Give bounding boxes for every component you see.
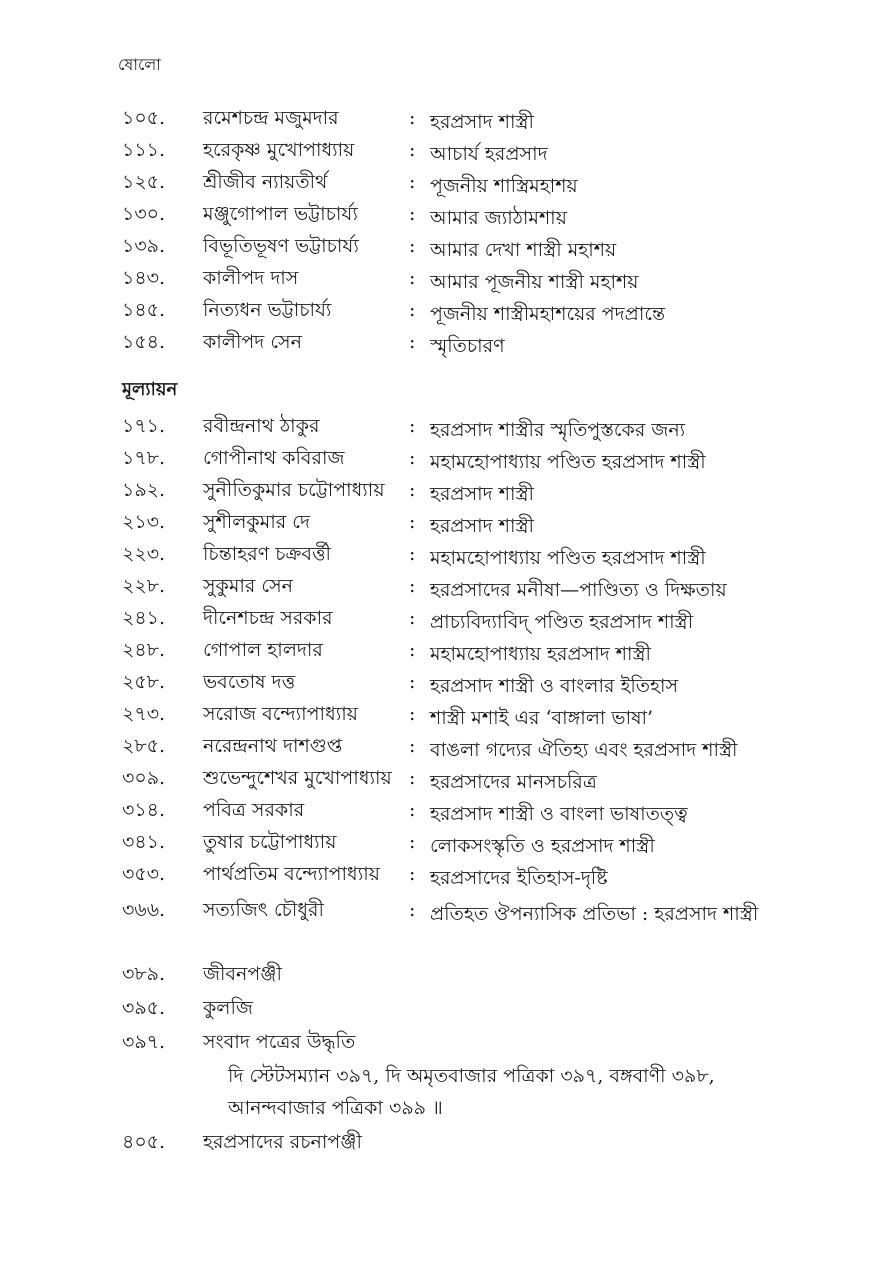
running-head: ষোলো [118,55,161,74]
entry-title: হরপ্রসাদের ইতিহাস-দৃষ্টি [430,867,608,889]
entry-title: প্রাচ্যবিদ্যাবিদ্ পণ্ডিত হরপ্রসাদ শাস্ত্রী [430,611,694,633]
author-name: শুভেন্দুশেখর মুখোপাধ্যায় [203,767,392,789]
entry-title: আমার দেখা শাস্ত্রী মহাশয় [430,239,617,261]
page-number: ১৯২. [122,479,166,501]
newspaper-citations-line: দি স্টেটসম্যান ৩৯৭, দি অমৃতবাজার পত্রিকা ৩৯৭, বঙ্গবাণী ৩৯৮, [228,1065,715,1087]
separator: : [409,607,416,629]
entry-title: হরপ্রসাদ শাস্ত্রী ও বাংলা ভাষাতত্ত্ব [430,803,688,825]
page-number: ২৭৩. [122,703,166,725]
page-number: ১০৫. [122,107,166,129]
entry-label: হরপ্রসাদের রচনাপঞ্জী [203,1131,362,1153]
entry-title: পূজনীয় শাস্ত্রিমহাশয় [430,175,578,197]
separator: : [409,267,416,289]
entry-title: মহামহোপাধ্যায় হরপ্রসাদ শাস্ত্রী [430,643,651,665]
author-name: রবীন্দ্রনাথ ঠাকুর [203,415,320,437]
page-number: ৩৯৫. [122,997,166,1019]
entry-title: শাস্ত্রী মশাই এর ‘বাঙ্গালা ভাষা’ [430,707,654,729]
entry-title: স্মৃতিচারণ [430,335,505,357]
author-name: বিভূতিভূষণ ভট্টাচার্য্য [203,235,359,257]
separator: : [409,479,416,501]
separator: : [409,235,416,257]
page-number: ২১৩. [122,511,166,533]
separator: : [409,899,416,921]
separator: : [409,703,416,725]
newspaper-citations-line: আনন্দবাজার পত্রিকা ৩৯৯ ॥ [228,1097,443,1119]
entry-title: পূজনীয় শাস্ত্রীমহাশয়ের পদপ্রান্তে [430,303,666,325]
separator: : [409,863,416,885]
author-name: মঞ্জুগোপাল ভট্টাচার্য্য [203,203,358,225]
separator: : [409,799,416,821]
separator: : [409,171,416,193]
separator: : [409,575,416,597]
author-name: সুকুমার সেন [203,575,293,597]
page-number: ১২৫. [122,171,166,193]
separator: : [409,735,416,757]
entry-title: আচার্য হরপ্রসাদ [430,143,548,165]
author-name: নিত্যধন ভট্টাচার্য্য [203,299,332,321]
entry-title: হরপ্রসাদের মনীষা—পাণ্ডিত্য ও দিক্ষতায় [430,579,727,601]
author-name: পবিত্র সরকার [203,799,305,821]
separator: : [409,331,416,353]
author-name: গোপাল হালদার [203,639,323,661]
entry-label: সংবাদ পত্রের উদ্ধৃতি [203,1031,356,1053]
author-name: তুষার চট্টোপাধ্যায় [203,831,337,853]
page-number: ১৪৫. [122,299,166,321]
page-number: ২২৩. [122,543,166,565]
separator: : [409,447,416,469]
entry-title: বাঙলা গদ্যের ঐতিহ্য এবং হরপ্রসাদ শাস্ত্রী [430,739,738,761]
page-number: ১৫৪. [122,331,166,353]
separator: : [409,107,416,129]
separator: : [409,671,416,693]
entry-label: কুলজি [203,997,253,1019]
author-name: সরোজ বন্দ্যোপাধ্যায় [203,703,358,725]
author-name: দীনেশচন্দ্র সরকার [203,607,333,629]
page-number: ৩৮৯. [122,963,166,985]
separator: : [409,639,416,661]
entry-title: আমার পূজনীয় শাস্ত্রী মহাশয় [430,271,639,293]
page-number: ৩১৪. [122,799,166,821]
entry-title: হরপ্রসাদ শাস্ত্রীর স্মৃতিপুস্তকের জন্য [430,419,686,441]
entry-title: হরপ্রসাদ শাস্ত্রী [430,111,534,133]
page-number: ২৮৫. [122,735,166,757]
separator: : [409,299,416,321]
page-number: ২৫৮. [122,671,166,693]
page-number: ৩৪১. [122,831,166,853]
page-number: ১১১. [122,139,166,161]
entry-title: হরপ্রসাদ শাস্ত্রী [430,483,534,505]
author-name: কালীপদ সেন [203,331,302,353]
author-name: ভবতোষ দত্ত [203,671,296,693]
author-name: নরেন্দ্রনাথ দাশগুপ্ত [203,735,343,757]
page-number: ২২৮. [122,575,166,597]
separator: : [409,767,416,789]
separator: : [409,831,416,853]
entry-title: হরপ্রসাদ শাস্ত্রী ও বাংলার ইতিহাস [430,675,679,697]
separator: : [409,203,416,225]
entry-title: মহামহোপাধ্যায় পণ্ডিত হরপ্রসাদ শাস্ত্রী [430,451,706,473]
entry-title: লোকসংস্কৃতি ও হরপ্রসাদ শাস্ত্রী [430,835,655,857]
author-name: কালীপদ দাস [203,267,299,289]
separator: : [409,511,416,533]
page-number: ১৪৩. [122,267,166,289]
author-name: সত্যজিৎ চৌধুরী [203,899,324,921]
author-name: শ্রীজীব ন্যায়তীর্থ [203,171,328,193]
page-number: ১৭১. [122,415,166,437]
page-number: ২৪১. [122,607,166,629]
page-number: ৩৯৭. [122,1031,166,1053]
entry-title: মহামহোপাধ্যায় পণ্ডিত হরপ্রসাদ শাস্ত্রী [430,547,706,569]
author-name: সুশীলকুমার দে [203,511,310,533]
entry-title: হরপ্রসাদ শাস্ত্রী [430,515,534,537]
author-name: রমেশচন্দ্র মজুমদার [203,107,339,129]
author-name: হরেকৃষ্ণ মুখোপাধ্যায় [203,139,355,161]
page-number: ৩৫৩. [122,863,166,885]
section-heading: মূল্যায়ন [122,379,178,400]
page-number: ৪০৫. [122,1131,166,1153]
page-number: ৩০৯. [122,767,166,789]
page-number: ১৭৮. [122,447,166,469]
entry-title: প্রতিহত ঔপন্যাসিক প্রতিভা : হরপ্রসাদ শাস্ত্রী [430,903,759,925]
author-name: চিন্তাহরণ চক্রবর্ত্তী [203,543,331,565]
entry-title: হরপ্রসাদের মানসচরিত্র [430,771,597,793]
author-name: সুনীতিকুমার চট্টোপাধ্যায় [203,479,385,501]
author-name: গোপীনাথ কবিরাজ [203,447,345,469]
page-number: ১৩০. [122,203,166,225]
separator: : [409,415,416,437]
separator: : [409,139,416,161]
entry-label: জীবনপঞ্জী [203,963,282,985]
separator: : [409,543,416,565]
page-number: ৩৬৬. [122,899,166,921]
author-name: পার্থপ্রতিম বন্দ্যোপাধ্যায় [203,863,380,885]
page-number: ১৩৯. [122,235,166,257]
entry-title: আমার জ্যাঠামশায় [430,207,567,229]
page-number: ২৪৮. [122,639,166,661]
